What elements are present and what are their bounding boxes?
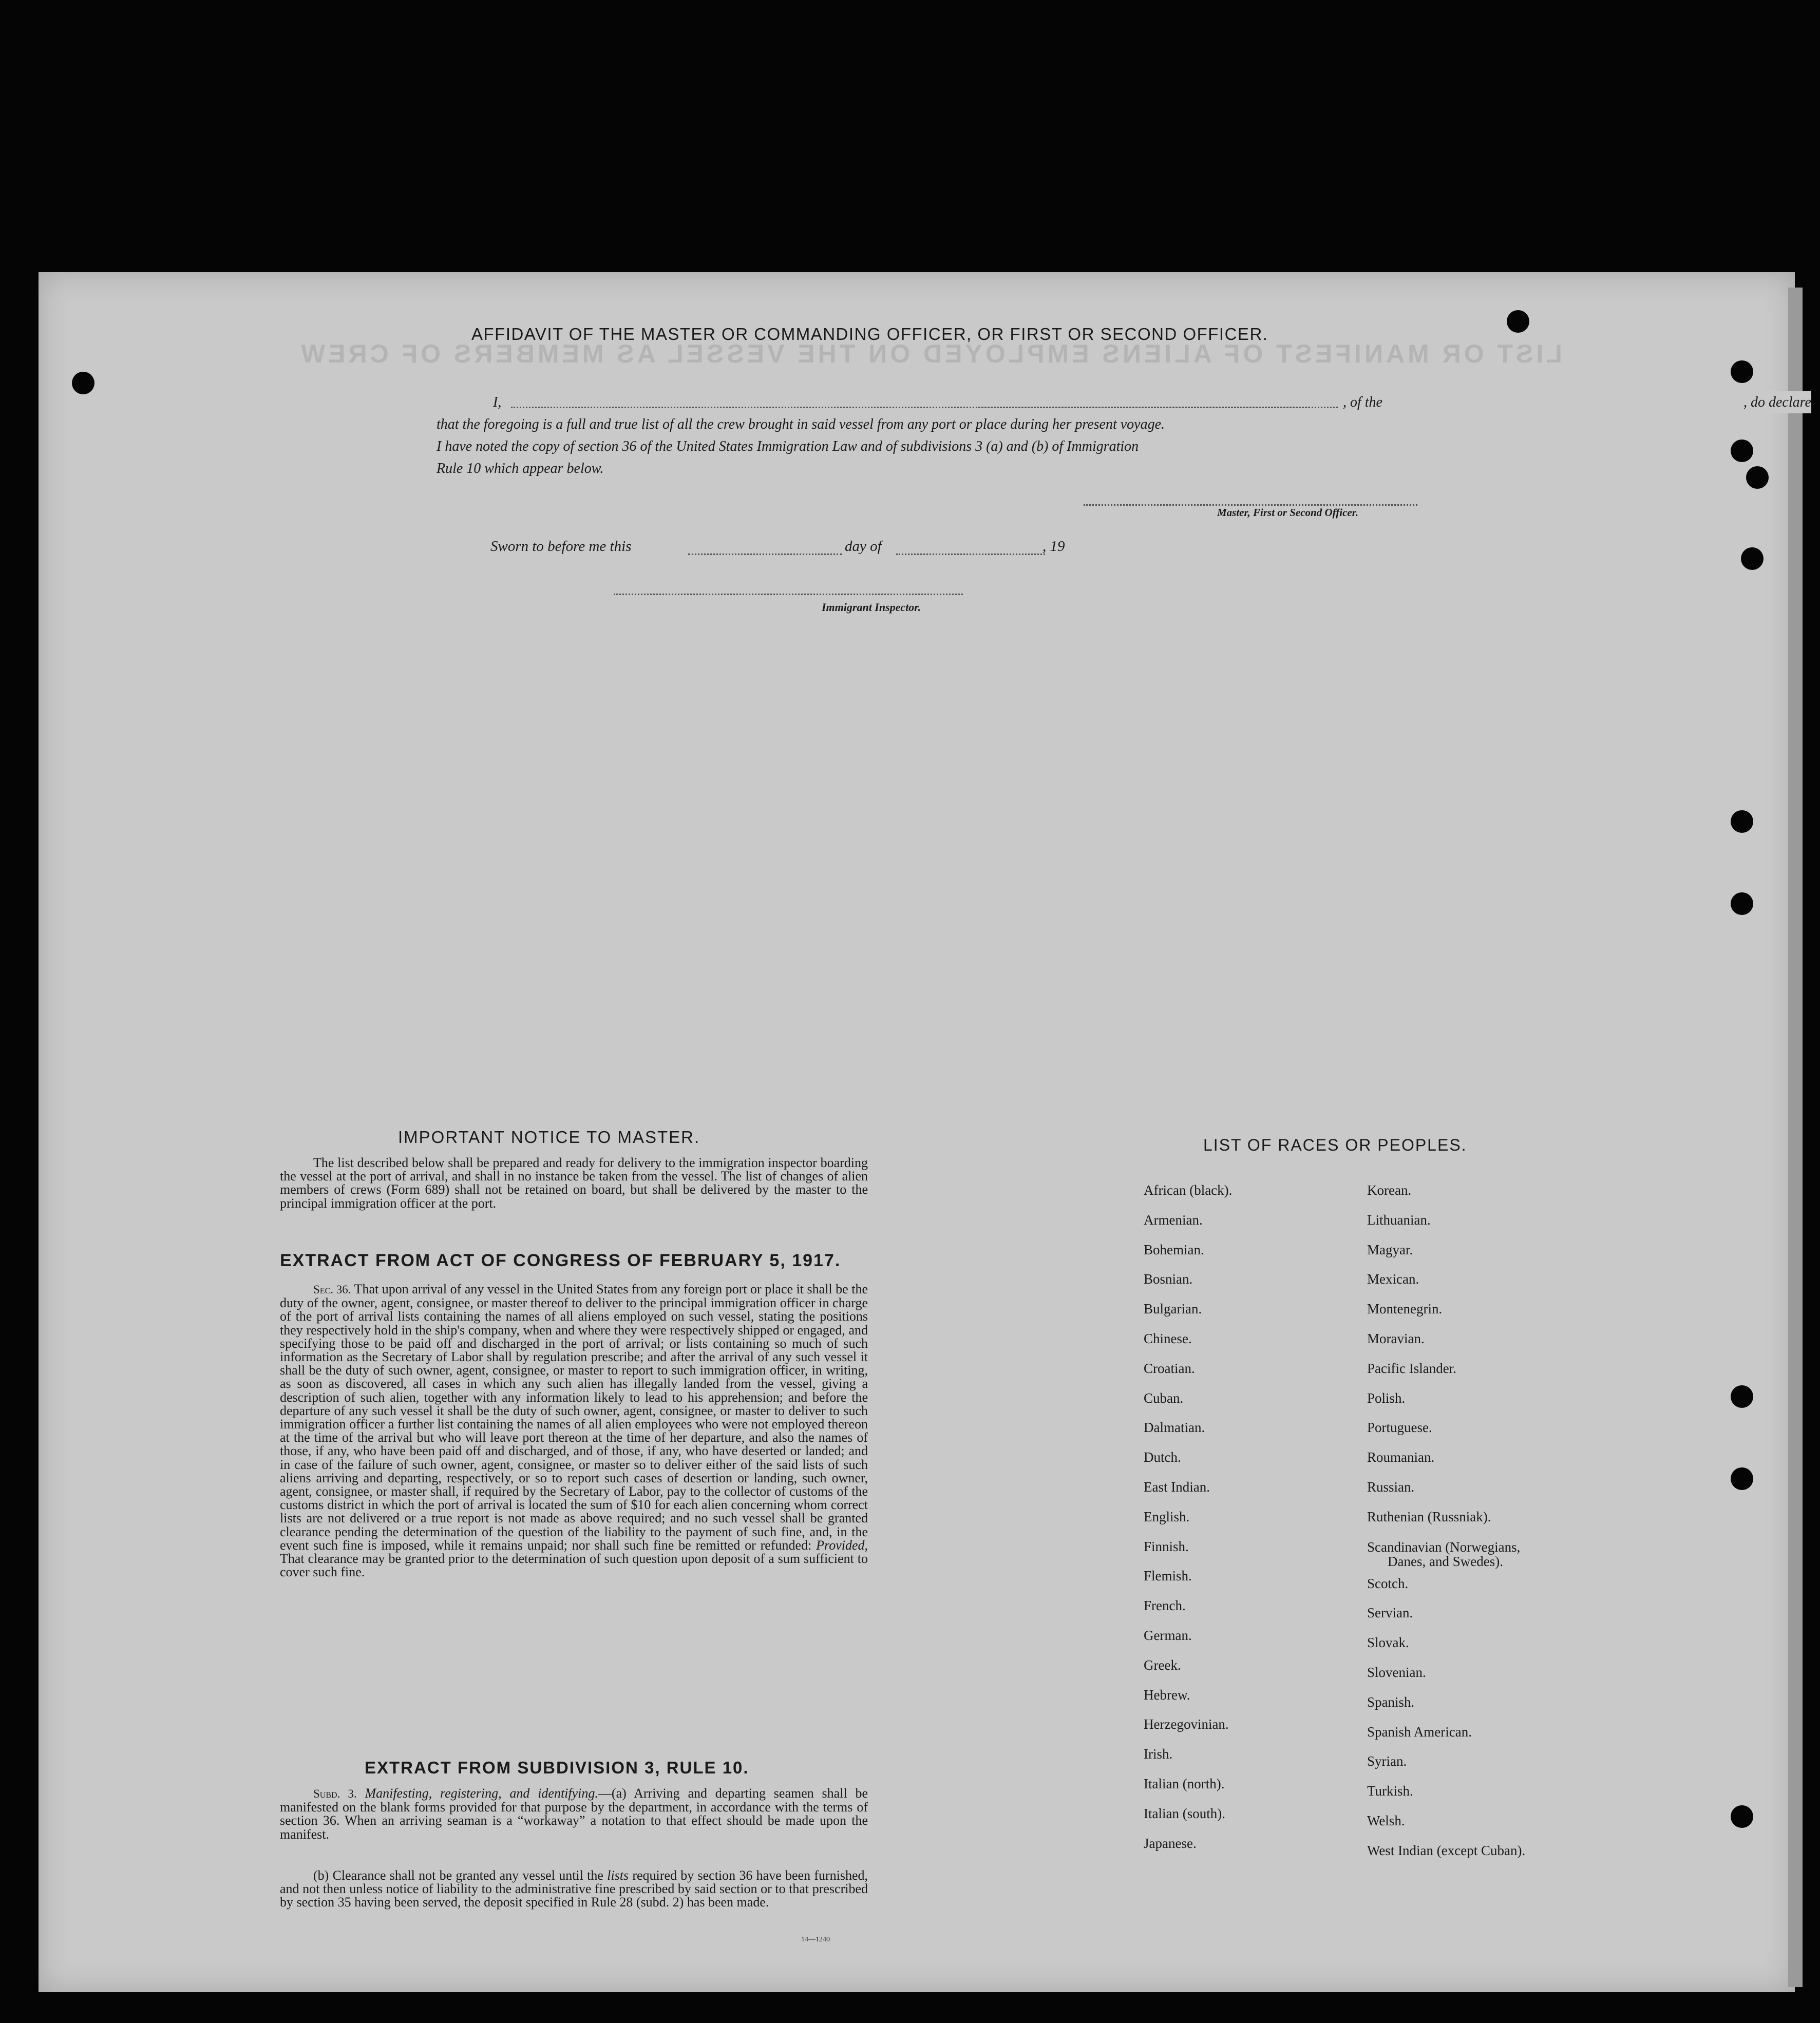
race-item: Syrian. <box>1367 1753 1407 1769</box>
rule-para-a-text: —(a) Arriving and departing seamen shall be manifested on the blank forms provided for that purpose by the department, in accordance with the terms of section 36. When an arriving seaman is a “workaway” a notation to that effect should be made upon the manifest. <box>280 1786 868 1842</box>
race-item: Lithuanian. <box>1367 1212 1431 1228</box>
race-item: Irish. <box>1144 1746 1173 1762</box>
race-item: East Indian. <box>1144 1479 1210 1495</box>
race-item: Hebrew. <box>1144 1687 1190 1703</box>
race-item: Italian (south). <box>1144 1805 1225 1821</box>
race-item: Scotch. <box>1367 1575 1409 1591</box>
race-item: West Indian (except Cuban). <box>1367 1842 1526 1858</box>
race-item: Scandinavian (Norwegians, <box>1367 1539 1521 1555</box>
race-item: Bulgarian. <box>1144 1301 1202 1317</box>
extract-act-text: That upon arrival of any vessel in the United States from any foreign port or place it shall be the duty of the owner, agent, consignee, or master thereof to deliver to the principal immigration officer in charge of the port of arrival lists containing the names of all aliens employed on such vessel, stating the positions they respectively hold in the ship's company, when and where they were respectively shipped or engaged, and specifying those to be paid off and discharged in the port of arrival; or lists containing so much of such information as the Secretary of Labor shall by regulation prescribe; and after the arrival of any such vessel it shall be the duty of such owner, agent, consignee, or master to report to such immigration officer, in writing, as soon as discovered, all cases in which any such alien has illegally landed from the vessel, giving a description of such alien, together with any information likely to lead to his apprehension; and before the departure of any such vessel it shall be the duty of such owner, agent, consignee, or master to deliver to such immigration officer a further list containing the names of all alien employees who were not employed thereon at the time of the arrival but who will leave port thereon at the time of her departure, and also the names of those, if any, who have been paid off and discharged, and of those, if any, who have deserted or landed; and in case of the failure of such owner, agent, consignee, or master so to deliver either of the said lists of such aliens arriving and departing, respectively, or so to report such cases of desertion or landing, such owner, agent, consignee, or master shall, if required by the Secretary of Labor, pay to the collector of customs of the customs district in which the port of arrival is located the sum of $10 for each alien concerning whom correct lists are not delivered or a true report is not made as above required; and no such vessel shall be granted clearance pending the determination of the question of the liability to the payment of such fine, and, in the event such fine is imposed, while it remains unpaid; nor shall such fine be remitted or refunded: <box>280 1282 868 1553</box>
extract-rule-para-a <box>280 1787 868 1841</box>
race-item: Portuguese. <box>1367 1420 1432 1436</box>
sworn-month-line <box>896 554 1045 555</box>
race-item: Cuban. <box>1144 1390 1184 1406</box>
race-item: Flemish. <box>1144 1568 1192 1584</box>
race-item: Chinese. <box>1144 1330 1192 1346</box>
punch-hole <box>1731 892 1753 915</box>
race-item: Korean. <box>1367 1182 1412 1198</box>
race-item: French. <box>1144 1598 1186 1614</box>
race-item: Slovenian. <box>1367 1664 1426 1680</box>
decl-declare-label: , do declare <box>1743 391 1811 413</box>
inspector-signature-line <box>614 594 963 595</box>
race-item: Dutch. <box>1144 1449 1181 1465</box>
extract-rule-title: EXTRACT FROM SUBDIVISION 3, RULE 10. <box>365 1758 749 1777</box>
race-item: Russian. <box>1367 1479 1415 1495</box>
subd-label: Subd. 3. <box>313 1787 357 1800</box>
affidavit-declaration <box>437 391 1811 480</box>
race-item: Spanish. <box>1367 1694 1415 1710</box>
punch-hole <box>1741 547 1764 570</box>
race-item: Moravian. <box>1367 1330 1425 1346</box>
race-item: Mexican. <box>1367 1271 1419 1287</box>
race-item: African (black). <box>1144 1182 1233 1198</box>
extract-act-body <box>280 1283 868 1579</box>
race-item: Magyar. <box>1367 1242 1413 1257</box>
bleed-through-heading: LIST OR MANIFEST OF ALIENS EMPLOYED ON THE VESSEL AS MEMBERS OF CREW <box>298 339 1562 368</box>
race-item: Bohemian. <box>1144 1242 1204 1257</box>
race-item-continuation: Danes, and Swedes). <box>1388 1553 1503 1569</box>
notice-title: IMPORTANT NOTICE TO MASTER. <box>398 1128 700 1147</box>
races-column-2 <box>1367 1176 1525 1866</box>
punch-hole <box>1731 1385 1753 1408</box>
provided-label: Provided, <box>816 1537 868 1553</box>
race-item: Croatian. <box>1144 1360 1195 1376</box>
race-item: Welsh. <box>1367 1812 1405 1828</box>
race-item: Italian (north). <box>1144 1776 1225 1791</box>
affidavit-title: AFFIDAVIT OF THE MASTER OR COMMANDING OFFICER, OR FIRST OR SECOND OFFICER. <box>471 325 1268 343</box>
race-item: Armenian. <box>1144 1212 1203 1228</box>
decl-i-label: I, <box>493 394 502 410</box>
decl-of-the-label: , of the <box>1343 391 1382 413</box>
rule-para-b-text-2: required by section 36 have been furnished, and not then unless notice of liability to the administrative fine prescribed by said section or to that prescribed by section 35 having been served, the deposit specified in Rule 28 (subd. 2) has been made. <box>280 1868 868 1910</box>
sec-label: Sec. 36. <box>313 1283 351 1296</box>
race-item: Servian. <box>1367 1605 1413 1621</box>
inspector-label: Immigrant Inspector. <box>822 601 921 614</box>
punch-hole <box>1731 1467 1753 1490</box>
race-item: Spanish American. <box>1367 1724 1472 1740</box>
form-number: 14—1240 <box>801 1936 830 1943</box>
document-page <box>39 272 1795 1992</box>
race-item: Slovak. <box>1367 1635 1409 1651</box>
rule-para-b-text-1: (b) Clearance shall not be granted any vessel until the <box>313 1868 603 1883</box>
affidavit-line-4: Rule 10 which appear below. <box>437 461 604 476</box>
race-item: Roumanian. <box>1367 1449 1435 1465</box>
extract-act-title: EXTRACT FROM ACT OF CONGRESS OF FEBRUARY 5, 1917. <box>280 1251 841 1270</box>
race-item: English. <box>1144 1509 1190 1524</box>
sworn-label: Sworn to before me this <box>490 538 632 555</box>
notice-body <box>280 1156 868 1210</box>
race-item: German. <box>1144 1627 1192 1643</box>
race-item: Ruthenian (Russniak). <box>1367 1509 1491 1524</box>
punch-hole <box>1731 1805 1753 1828</box>
punch-hole <box>1746 466 1769 489</box>
race-item: Montenegrin. <box>1367 1301 1443 1317</box>
affidavit-line-3: I have noted the copy of section 36 of the United States Immigration Law and of subdivisions 3 (a) and (b) of Immigration <box>437 438 1139 454</box>
extract-act-text-end: That clearance may be granted prior to the determination of such question upon deposit of a sum sufficient to cover such fine. <box>280 1551 868 1580</box>
rule-para-b-lists: lists <box>607 1868 629 1883</box>
punch-hole <box>1731 810 1753 833</box>
sworn-line <box>490 538 631 555</box>
punch-hole <box>1731 360 1753 383</box>
race-item: Turkish. <box>1367 1783 1413 1799</box>
race-item: Herzegovinian. <box>1144 1716 1229 1732</box>
sworn-date-line <box>688 554 842 555</box>
punch-hole <box>1507 310 1529 333</box>
race-item: Bosnian. <box>1144 1271 1193 1287</box>
race-item: Greek. <box>1144 1657 1181 1673</box>
year-label: , 19 <box>1042 538 1065 555</box>
punch-hole <box>72 372 94 394</box>
day-of-label: day of <box>845 538 882 555</box>
race-item: Polish. <box>1367 1390 1406 1406</box>
page-edge <box>1788 288 1803 1987</box>
extract-rule-para-b <box>280 1869 868 1910</box>
races-column-1 <box>1144 1176 1232 1858</box>
master-signature-line <box>1084 504 1417 506</box>
affidavit-line-2: that the foregoing is a full and true list of all the crew brought in said vessel from any port or place during her present voyage. <box>437 416 1165 432</box>
master-signature-label: Master, First or Second Officer. <box>1217 506 1358 519</box>
vessel-name-line <box>976 407 1310 408</box>
punch-hole <box>1731 440 1753 462</box>
notice-body-text: The list described below shall be prepared and ready for delivery to the immigration inspector boarding the vessel at the port of arrival, and shall in no instance be taken from the vessel. The list of changes of alien members of crews (Form 689) shall not be retained on board, but shall be delivered by the master to the principal immigration officer at the port. <box>280 1155 868 1211</box>
race-item: Finnish. <box>1144 1538 1189 1554</box>
race-item: Japanese. <box>1144 1835 1197 1851</box>
races-title: LIST OF RACES OR PEOPLES. <box>1203 1136 1467 1154</box>
race-item: Dalmatian. <box>1144 1420 1205 1436</box>
subd-heading: Manifesting, registering, and identifying. <box>365 1786 598 1801</box>
race-item: Pacific Islander. <box>1367 1360 1456 1376</box>
